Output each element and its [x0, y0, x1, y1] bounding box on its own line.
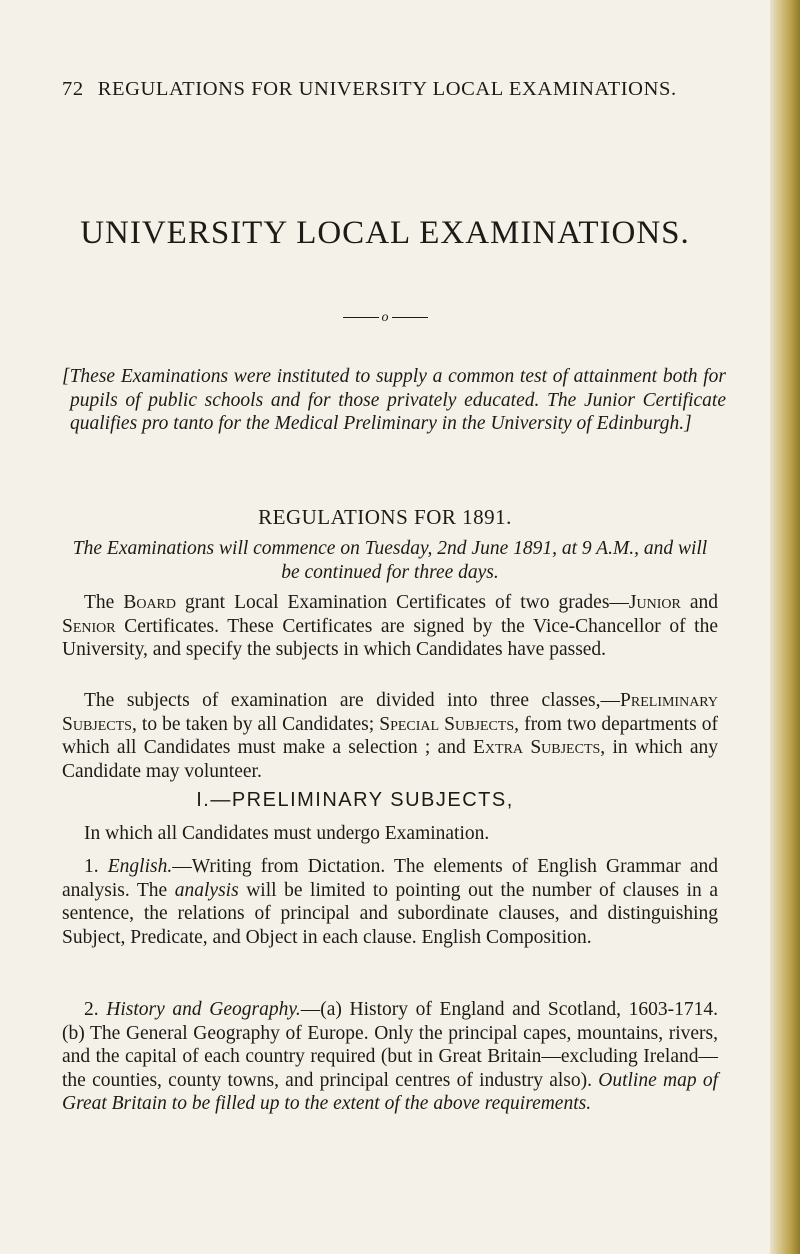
date-note: The Examinations will commence on Tuesday, 2nd June 1891, at 9 A.M., and will be continued for three days. — [72, 538, 708, 583]
map-note: Outline map of Great Britain to be filled up to the extent of the above requirements. — [62, 1069, 718, 1114]
preliminary-term: Preliminary Subjects — [62, 690, 718, 735]
item-title: History and Geography. — [106, 999, 301, 1020]
special-term: Special Subjects — [379, 713, 515, 735]
page-number: 72 — [62, 78, 84, 100]
classes-text-2: , to be taken by all Candidates; — [131, 713, 380, 735]
ornament-rule-left — [343, 317, 379, 318]
page-edge — [770, 0, 800, 1254]
board-term: Board — [123, 592, 177, 613]
classes-text-4: , in which any Candidate may volunteer. — [62, 737, 718, 782]
item-number: 1. — [84, 856, 99, 877]
board-text-3: and — [680, 592, 719, 613]
item-emphasis: analysis — [174, 879, 239, 901]
item-text-1: —Writing from Dictation. The elements of English Grammar and analysis. The — [62, 856, 719, 901]
junior-term: Junior — [628, 592, 681, 613]
ornament-rule-right — [392, 317, 428, 318]
list-item — [62, 998, 718, 1116]
classes-text-1: The subjects of examination are divided into three classes,— — [84, 690, 621, 711]
board-text-1: The — [84, 592, 124, 613]
classes-paragraph — [62, 689, 718, 783]
running-head — [62, 78, 742, 101]
board-paragraph — [62, 591, 718, 662]
page-title: UNIVERSITY LOCAL EXAMINATIONS. — [80, 215, 690, 251]
item-text-2: will be limited to pointing out the number of clauses in a sentence, the relations of principal and subordinate clauses, and distinguishing Subject, Predicate, and Object in each clause. English Composition. — [62, 879, 718, 948]
ornament-glyph: o — [381, 310, 389, 325]
section-heading: I.—PRELIMINARY SUBJECTS, — [196, 789, 514, 811]
section-intro: In which all Candidates must undergo Examination. — [84, 823, 490, 844]
title-ornament — [0, 310, 770, 326]
senior-term: Senior — [62, 615, 116, 637]
extra-term: Extra Subjects — [473, 737, 601, 758]
item-text-1: —(a) History of England and Scotland, 1603-1714. (b) The General Geography of Europe. Only the principal capes, mountains, rivers, and the capital of each country required (but in Great Britain—excluding Ireland—the counties, county towns, and principal centres of industry also). — [62, 999, 719, 1091]
item-title: English. — [107, 856, 173, 877]
item-number: 2. — [84, 999, 99, 1020]
board-text-4: Certificates. These Certificates are signed by the Vice-Chancellor of the University, and specify the subjects in which Candidates have passed. — [62, 615, 718, 660]
board-text-2: grant Local Examination Certificates of two grades— — [176, 592, 629, 613]
running-head-title: REGULATIONS FOR UNIVERSITY LOCAL EXAMINATIONS. — [97, 78, 677, 100]
classes-text-3: , from two departments of which all Candidates must make a selection ; and — [62, 713, 718, 758]
list-item — [62, 855, 718, 949]
intro-note: [These Examinations were instituted to supply a common test of attainment both for pupils of public schools and for those privately educated. The Junior Certificate qualifies pro tanto for the Medical Preliminary in the University of Edinburgh.] — [62, 366, 726, 434]
regulations-heading: REGULATIONS FOR 1891. — [258, 505, 512, 529]
